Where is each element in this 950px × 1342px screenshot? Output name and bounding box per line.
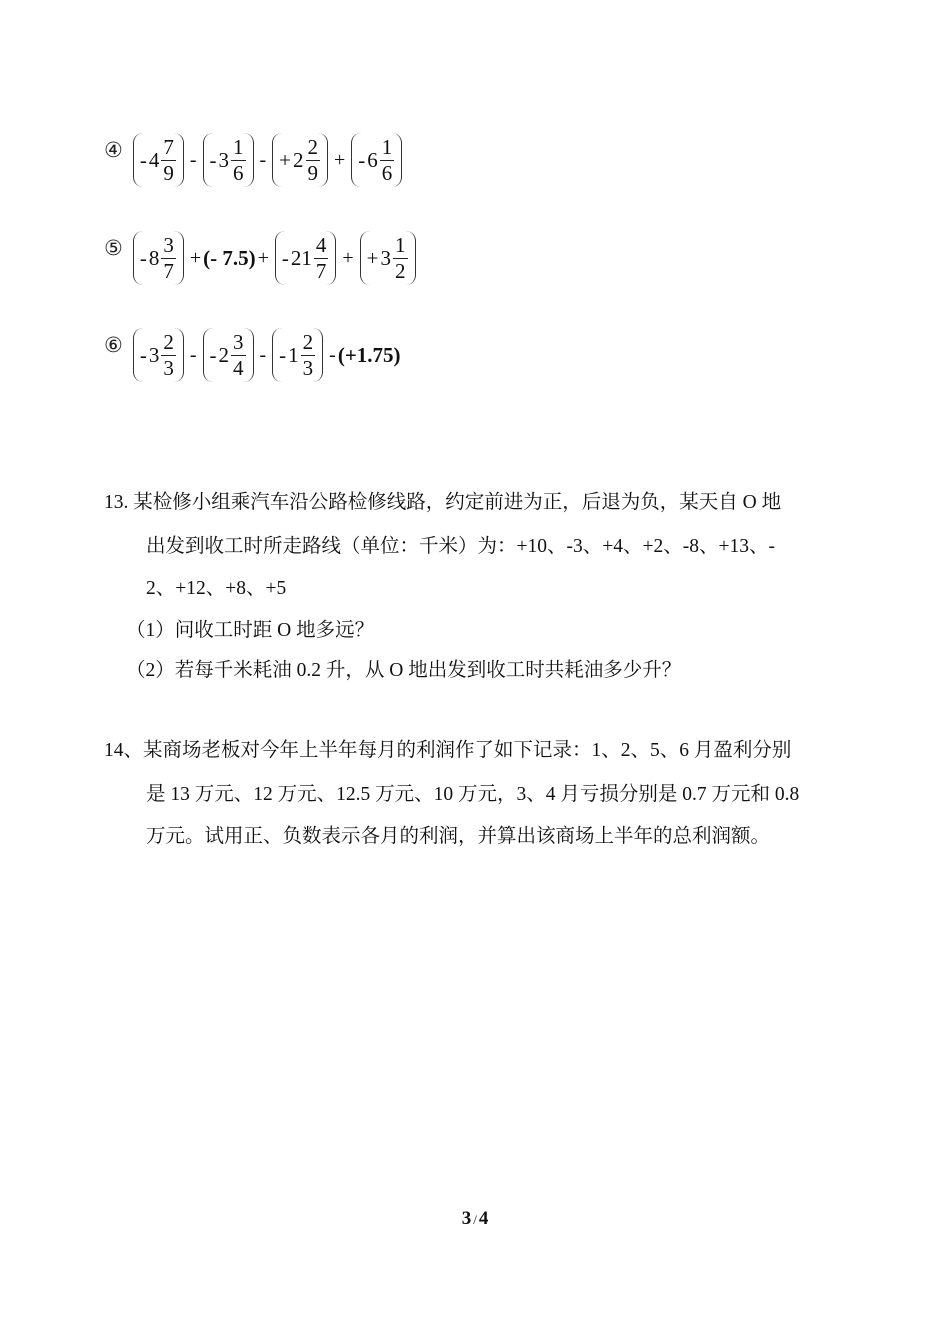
operator: -: [259, 343, 267, 366]
fraction: [231, 134, 246, 185]
question-13-line-3: 2、+12、+8、+5: [146, 578, 287, 599]
expression-4: [104, 130, 406, 190]
bracket-term: [133, 133, 184, 187]
numerator: 7: [163, 134, 174, 159]
term-sign: -: [209, 147, 217, 172]
operator: -: [189, 148, 197, 171]
fraction: [231, 329, 246, 380]
term-sign: +: [366, 245, 379, 270]
bracket-term: [360, 231, 416, 285]
numerator: 4: [315, 232, 327, 257]
term-sign: -: [358, 147, 366, 172]
term-whole: 3: [218, 147, 229, 172]
term-sign: -: [279, 342, 287, 367]
term-sign: -: [281, 245, 289, 270]
question-14-line-3: 万元。试用正、负数表示各月的利润，并算出该商场上半年的总利润额。: [146, 826, 771, 847]
decimal-term: (+1.75): [337, 342, 401, 367]
term-whole: 21: [290, 245, 312, 270]
term-whole: 1: [288, 342, 299, 367]
term-whole: 6: [367, 147, 378, 172]
term-sign: -: [139, 245, 147, 270]
denominator: 4: [233, 355, 244, 380]
numerator: 3: [233, 329, 244, 354]
denominator: 6: [381, 160, 393, 185]
numerator: 2: [163, 329, 174, 354]
term-sign: -: [209, 342, 217, 367]
term-whole: 2: [293, 147, 304, 172]
term-sign: +: [279, 147, 292, 172]
term-whole: 3: [380, 245, 391, 270]
numerator: 1: [395, 232, 406, 257]
denominator: 3: [302, 355, 314, 380]
operator: +: [342, 246, 354, 269]
denominator: 7: [163, 258, 174, 283]
denominator: 3: [163, 355, 174, 380]
operator: -: [329, 343, 336, 366]
bracket-term: [133, 328, 184, 382]
term-whole: 4: [148, 147, 160, 172]
fraction: [161, 134, 176, 185]
denominator: 7: [315, 258, 327, 283]
operator: -: [189, 343, 197, 366]
term-whole: 8: [148, 245, 160, 270]
numerator: 1: [381, 134, 393, 159]
question-13-sub-1: （1）问收工时距 O 地多远？: [126, 620, 375, 641]
question-14-line-1: 14、某商场老板对今年上半年每月的利润作了如下记录：1、2、5、6 月盈利分别: [104, 740, 792, 761]
question-13-line-1: 13. 某检修小组乘汽车沿公路检修线路，约定前进为正，后退为负，某天自 O 地: [104, 492, 782, 513]
fraction: [314, 232, 329, 283]
numerator: 2: [307, 134, 319, 159]
fraction: [393, 232, 408, 283]
bracket-term: [351, 133, 402, 187]
term-sign: -: [139, 147, 147, 172]
expression-5: [104, 228, 420, 288]
bracket-term: [272, 133, 328, 187]
operator: -: [259, 148, 267, 171]
bracket-term: [275, 231, 337, 285]
denominator: 9: [307, 160, 319, 185]
decimal-term: (- 7.5): [203, 245, 256, 270]
fraction: [306, 134, 321, 185]
term-whole: 2: [218, 342, 229, 367]
numerator: 3: [163, 232, 174, 257]
question-14-line-2: 是 13 万元、12 万元、12.5 万元、10 万元，3、4 月亏损分别是 0.7 万元和 0.8: [146, 784, 800, 805]
question-13-line-2: 出发到收工时所走路线（单位：千米）为：+10、-3、+4、+2、-8、+13、-: [146, 536, 775, 557]
term-sign: -: [139, 342, 147, 367]
numerator: 2: [302, 329, 314, 354]
fraction: [380, 134, 395, 185]
page-number: [0, 1208, 950, 1230]
bracket-term: [203, 133, 254, 187]
numerator: 1: [233, 134, 244, 159]
bracket-term: [133, 231, 184, 285]
page-separator: /: [473, 1212, 477, 1227]
denominator: 9: [163, 160, 174, 185]
denominator: 6: [233, 160, 244, 185]
bracket-term: [203, 328, 254, 382]
page-current: 3: [461, 1208, 472, 1229]
fraction: [161, 232, 176, 283]
fraction: [161, 329, 176, 380]
question-13-sub-2: （2）若每千米耗油 0.2 升，从 O 地出发到收工时共耗油多少升？: [126, 660, 682, 681]
expression-number: ④: [104, 138, 123, 162]
operator: +: [257, 246, 269, 269]
expression-number: ⑥: [104, 333, 123, 357]
fraction: [301, 329, 316, 380]
page-total: 4: [478, 1208, 489, 1229]
operator: +: [189, 246, 202, 269]
expression-6: [104, 325, 401, 385]
operator: +: [334, 148, 346, 171]
term-whole: 3: [148, 342, 160, 367]
expression-number: ⑤: [104, 236, 123, 260]
denominator: 2: [395, 258, 406, 283]
bracket-term: [272, 328, 323, 382]
